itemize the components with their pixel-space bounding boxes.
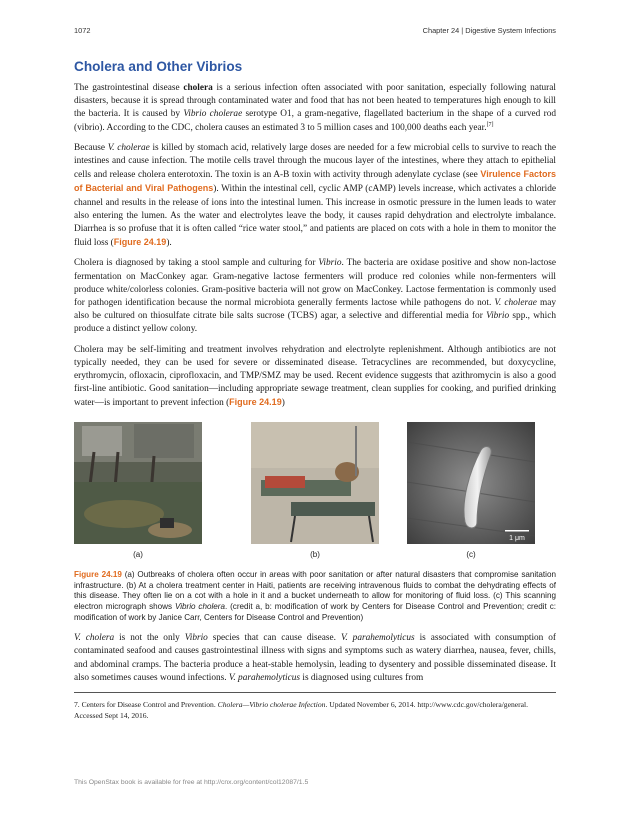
paragraph-cholera-intro: The gastrointestinal disease cholera is a serious infection often associated with poor sanitation, especially following natural disasters, because it is spread through contaminated water and food that has not been heated to temperatures high enough to kill the bacteria. It is caused by Vibrio cholerae serotype O1, a gram-negative, flagellated bacterium in the shape of a curved rod (vibrio). According to the CDC, cholera causes an estimated 3 to 5 million cases and 100,000 deaths each year.[7] bbox=[74, 83, 557, 133]
label-b: (b) bbox=[310, 549, 320, 559]
label-a: (a) bbox=[133, 549, 143, 559]
virulence-factors-link[interactable]: Virulence Factors of Bacterial and Viral Pathogens bbox=[74, 169, 556, 194]
running-header bbox=[74, 26, 556, 38]
scale-bar-label: 1 μm bbox=[509, 534, 525, 542]
figure-caption: Figure 24.19 (a) Outbreaks of cholera often occur in areas with poor sanitation or after natural disasters that compromise sanitation infrastructure. (b) At a cholera treatment center in Haiti, patients are receiving intravenous fluids to combat the dehydrating effects of this disease. They often lie on a cot with a hole in it and a bucket underneath to allow for monitoring of fluid loss. (c) This scanning electron micrograph shows Vibrio cholera. (credit a, b: modification of work by Centers for Disease Control and Prevention; credit c: modification of work by Janice Carr, Centers for Disease Control and Prevention) bbox=[74, 569, 557, 623]
page-content bbox=[74, 58, 556, 721]
footnote-divider bbox=[74, 692, 556, 693]
photo-b-treatment-center bbox=[251, 422, 379, 544]
paragraph-treatment: Cholera may be self-limiting and treatment involves rehydration and electrolyte replenishment. Although antibiotics are not typically needed, they can be used for severe or disseminated disease. Tetracyclines are recommended, but doxycycline, erythromycin, ofloxacin, ciprofloxacin, and TMP/SMZ may be used. Recent evidence suggests that azithromycin is also a good first-line antibiotic. Good sanitation—including appropriate sewage treatment, clean supplies for cooking, and purified drinking water—is important to prevent infection (Figure 24.19) bbox=[74, 344, 556, 409]
label-c: (c) bbox=[466, 549, 476, 559]
page-number: 1072 bbox=[74, 26, 91, 35]
paragraph-other-vibrios: V. cholera is not the only Vibrio species that can cause disease. V. parahemolyticus is associated with consumption of contaminated seafood and causes gastrointestinal illness with signs and symptoms such as watery diarrhea, nausea, fever, chills, and abdominal cramps. The bacteria produce a heat-stable hemolysin, leading to dysentery and possible disseminated disease. It also sometimes causes wound infections. V. parahemolyticus is diagnosed using cultures from bbox=[74, 633, 556, 683]
photo-c-sem-vibrio bbox=[407, 422, 535, 544]
paragraph-diagnosis: Cholera is diagnosed by taking a stool sample and culturing for Vibrio. The bacteria are oxidase positive and show non-lactose fermentation on MacConkey agar. Gram-negative lactose fermenters will produce red colonies while non-fermenters will produce white/colorless colonies. Gram-positive bacteria will not grow on MacConkey. Lactose fermentation is commonly used for pathogen identification because the normal microbiota generally ferments lactose while pathogens do not. V. cholerae may also be cultured on thiosulfate citrate bile salts sucrose (TCBS) agar, a selective and differential media for Vibrio spp., which produce a distinct yellow colony. bbox=[74, 258, 557, 335]
photo-a-sanitation bbox=[74, 422, 202, 544]
term-cholera: cholera bbox=[183, 83, 213, 93]
figure-24-19-link[interactable]: Figure 24.19 bbox=[113, 237, 167, 248]
figure-24-19 bbox=[74, 422, 556, 570]
footnote-ref-7[interactable]: [7] bbox=[486, 121, 494, 128]
chapter-title: Chapter 24 | Digestive System Infections bbox=[422, 26, 556, 35]
paragraph-pathogenesis: Because V. cholerae is killed by stomach acid, relatively large doses are needed for a few microbial cells to survive to reach the intestines and cause infection. The motile cells travel through the mucous layer of the intestines, where they attach to epithelial cells and release cholera enterotoxin. The toxin is an A-B toxin with activity through adenylate cyclase (see Virulence Factors of Bacterial and Viral Pathogens). Within the intestinal cell, cyclic AMP (cAMP) levels increase, which activates a chloride channel and results in the release of ions into the intestinal lumen. This increase in osmotic pressure in the lumen leads to water also entering the lumen. As the water and electrolytes leave the body, it causes rapid dehydration and electrolyte imbalance. Diarrhea is so profuse that it is often called “rice water stool,” and patients are placed on cots with a hole in them to monitor the fluid loss (Figure 24.19). bbox=[74, 142, 556, 249]
figure-24-19-link-2[interactable]: Figure 24.19 bbox=[229, 397, 282, 408]
footnote-7: 7. Centers for Disease Control and Prevention. Cholera—Vibrio cholerae Infection. Updated November 6, 2014. http://www.cdc.gov/cholera/general. Accessed Sept 14, 2016. bbox=[74, 700, 529, 721]
section-title: Cholera and Other Vibrios bbox=[74, 59, 243, 74]
openstax-footer[interactable]: This OpenStax book is available for free at http://cnx.org/content/col12087/1.5 bbox=[74, 779, 309, 786]
